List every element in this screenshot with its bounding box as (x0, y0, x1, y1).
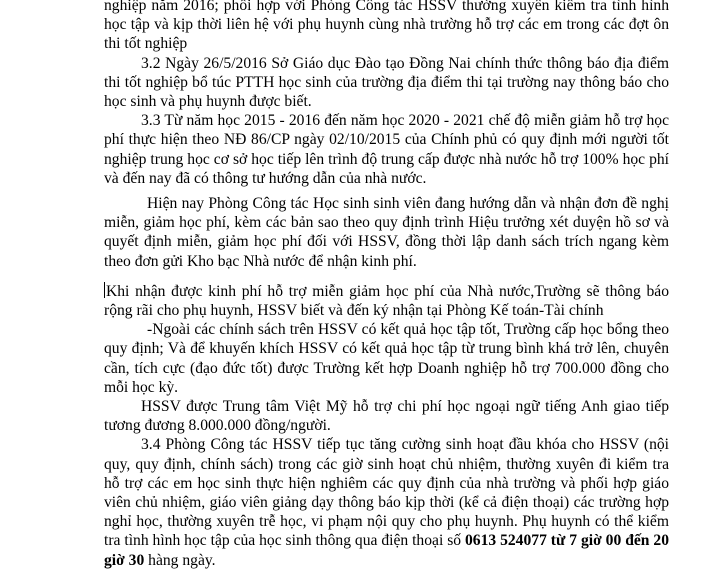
paragraph-3-4 (104, 435, 669, 569)
paragraph-english-support: HSSV được Trung tâm Việt Mỹ hỗ trợ chi phí học ngoại ngữ tiếng Anh giao tiếp tương đương 8.000.000 đồng/người. (104, 398, 669, 435)
text-cursor (104, 282, 105, 298)
funding-notice-text: Khi nhận được kinh phí hỗ trợ miễn giảm học phí của Nhà nước,Trường sẽ thông báo rộng rãi cho phụ huynh, HSSV biết và đến ký nhận tại Phòng Kế toán-Tài chính (104, 282, 669, 320)
time-from-label: từ (550, 532, 566, 550)
time-end: 20 giờ 30 (104, 532, 669, 569)
paragraph-funding-notice[interactable] (104, 282, 669, 320)
paragraph-continuation: nghiệp năm 2016; phối hợp với Phòng Công tác HSSV thường xuyên kiểm tra tình hình học tập và kịp thời liên hệ với phụ huynh cùng nhà trường hỗ trợ các em trong các đợt ôn thi tốt nghiệp (104, 0, 669, 53)
daily-label: hàng ngày. (148, 551, 216, 569)
time-to-label: đến (625, 532, 650, 550)
paragraph-3-4-text: 3.4 Phòng Công tác HSSV tiếp tục tăng cường sinh hoạt đầu khóa cho HSSV (nội quy, quy định, chính sách) trong các giờ sinh hoạt chủ nhiệm, thường xuyên đi kiểm tra hỗ trợ các em học sinh thực hiện nghiêm các quy định của nhà trường và phối hợp giáo viên chủ nhiệm, giáo viên giảng dạy thông báo kịp thời (kể cả điện thoại) các trường hợp nghỉ học, thường xuyên trễ học, vi phạm nội quy cho phụ huynh. Phụ huynh có thể kiểm tra tình hình học tập của học sinh thông qua điện thoại số (104, 436, 669, 550)
time-start: 7 giờ 00 (569, 532, 622, 550)
phone-number: 0613 524077 (464, 532, 547, 550)
paragraph-3-2: 3.2 Ngày 26/5/2016 Sở Giáo dục Đào tạo Đồng Nai chính thức thông báo địa điểm thi tốt nghiệp bổ túc PTTH học sinh của trường địa điểm thi tại trường nay thông báo cho học sinh và phụ huynh được biết. (104, 54, 669, 111)
paragraph-current-status: Hiện nay Phòng Công tác Học sinh sinh viên đang hướng dẫn và nhận đơn đề nghị miễn, giảm học phí, kèm các bản sao theo quy định trình Hiệu trưởng xét duyện hồ sơ và quyết định miễn, giảm học phí đối với HSSV, đồng thời lập danh sách trích ngang kèm theo đơn gửi Kho bạc Nhà nước để nhận kinh phí. (104, 195, 669, 270)
paragraph-scholarship: -Ngoài các chính sách trên HSSV có kết quả học tập tốt, Trường cấp học bổng theo quy định; Và để khuyến khích HSSV có kết quả học tập từ trung bình khá trở lên, chuyên cần, tích cực (đạo đức tốt) được Trường kết hợp Doanh nghiệp hỗ trợ 700.000 đồng cho mỗi học kỳ. (104, 321, 669, 396)
paragraph-3-3: 3.3 Từ năm học 2015 - 2016 đến năm học 2020 - 2021 chế độ miễn giảm hỗ trợ học phí thực hiện theo NĐ 86/CP ngày 02/10/2015 của Chính phủ có quy định mới người tốt nghiệp trung học cơ sở học tiếp lên trình độ trung cấp được nhà nước hỗ trợ 100% học phí và đến nay đã có thông tư hướng dẫn của nhà nước. (104, 112, 669, 187)
